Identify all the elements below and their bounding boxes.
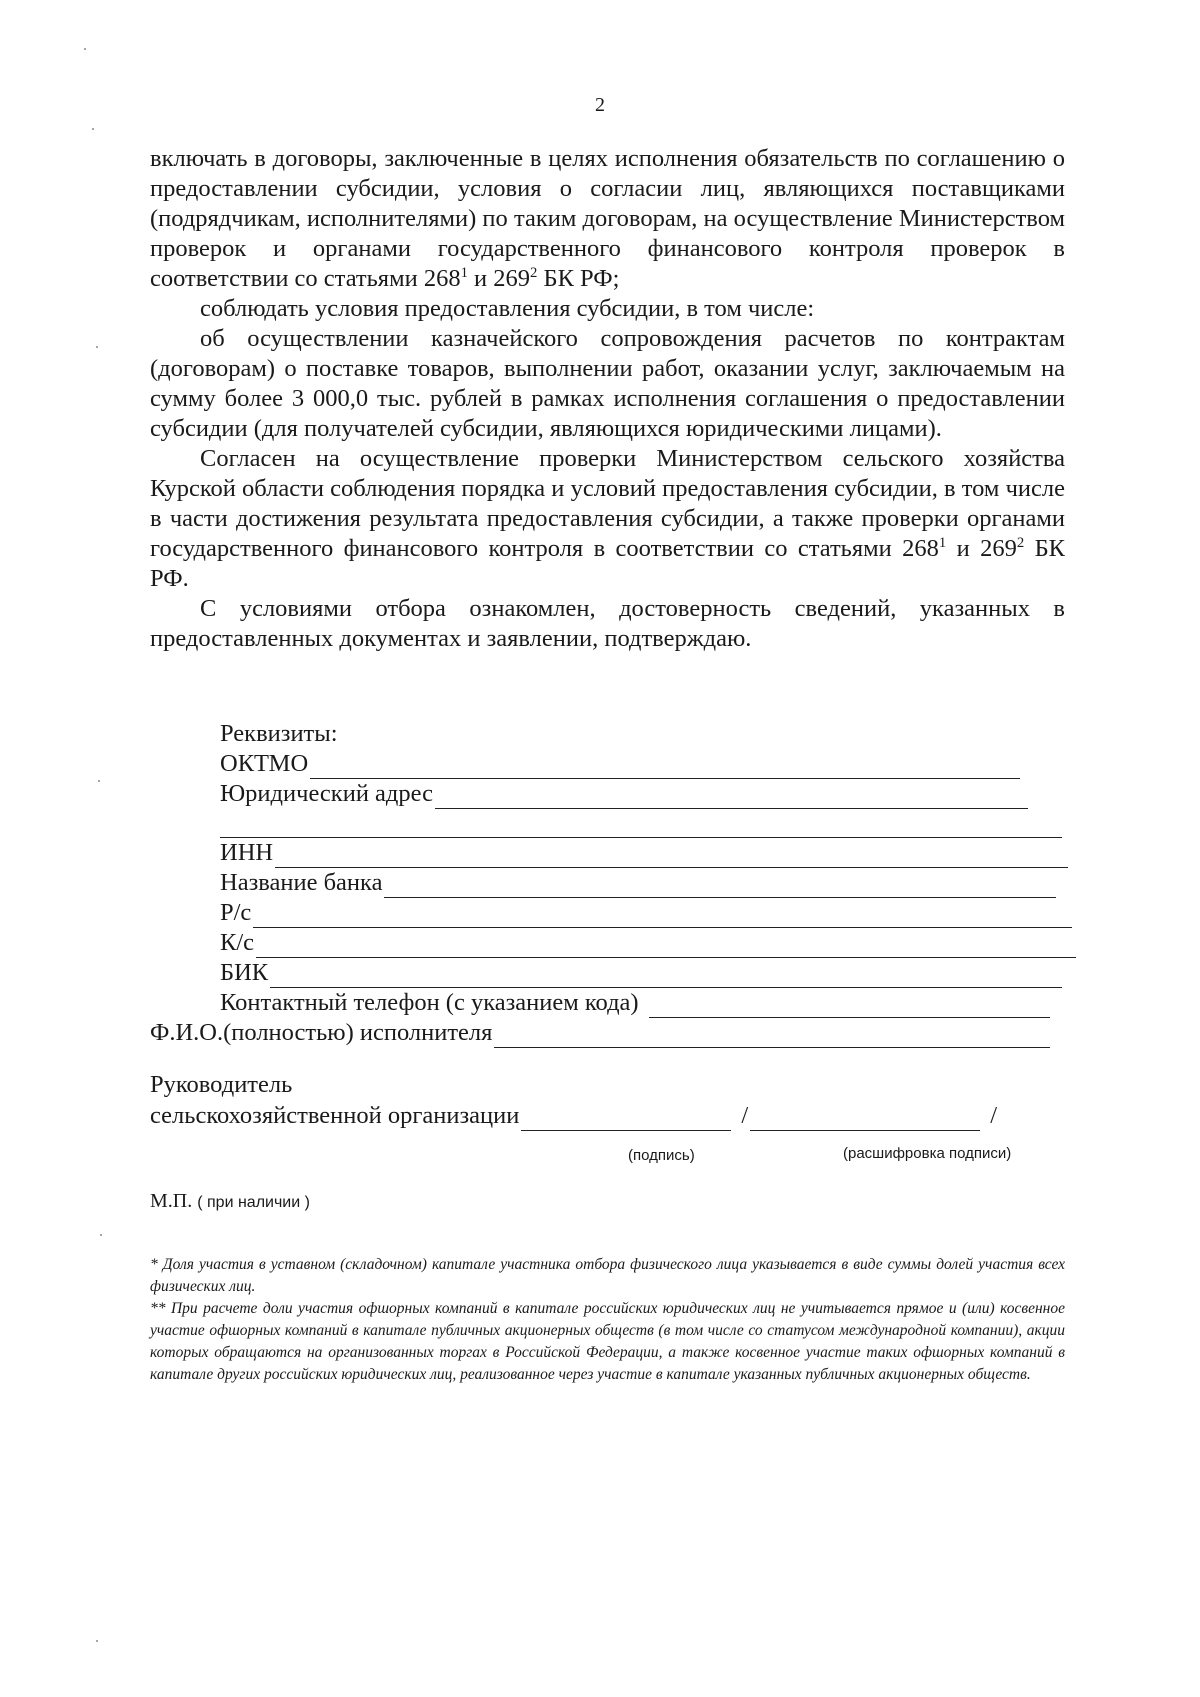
footnotes <box>150 1254 1065 1386</box>
executor-line[interactable] <box>494 1025 1050 1048</box>
signature-decoding-line[interactable] <box>750 1108 980 1131</box>
legal-address-line[interactable] <box>435 786 1028 809</box>
signature-field[interactable]: сельскохозяйственной организации / / <box>150 1102 997 1129</box>
bank-name-field[interactable]: Название банка <box>220 868 1056 898</box>
inn-line[interactable] <box>275 845 1068 868</box>
rs-line[interactable] <box>253 905 1072 928</box>
oktmo-line[interactable] <box>310 756 1020 779</box>
phone-line[interactable] <box>649 995 1050 1018</box>
legal-address-extra-line[interactable] <box>220 815 1062 838</box>
bik-line[interactable] <box>270 965 1062 988</box>
ks-line[interactable] <box>256 935 1076 958</box>
scan-speck <box>100 1234 102 1236</box>
scan-speck <box>96 1640 98 1642</box>
paragraph-comply-conditions: соблюдать условия предоставления субсидии, в том числе: <box>200 295 815 322</box>
scan-speck <box>96 346 98 348</box>
stamp-place: М.П. ( при наличии ) <box>150 1190 310 1212</box>
phone-field[interactable]: Контактный телефон (с указанием кода) <box>220 988 1050 1018</box>
signature-hint: (подпись) <box>628 1147 695 1164</box>
footnote-offshore: ** При расчете доли участия офшорных компаний в капитале российских юридических лиц не учитывается прямое и (или) косвенное участие офшорных компаний в капитале публичных акционерных обществ (в том числе со статусом международной компании), акции которых обращаются на организованных торгах в Российской Федерации, а также косвенное участие таких офшорных компаний в капитале других российских юридических лиц, реализованное через участие в капитале указанных публичных акционерных обществ. <box>150 1300 1065 1383</box>
paragraph-consent: Согласен на осуществление проверки Министерством сельского хозяйства Курской области соблюдения порядка и условий предоставления субсидии, в том числе в части достижения результата предоставления субсидии, а также проверки органами государственного финансового контроля в соответствии со статьями $268^1$ и $269^2$ БК РФ. <box>150 445 1065 592</box>
decoding-hint: (расшифровка подписи) <box>843 1145 1012 1162</box>
legal-address-field[interactable]: Юридический адрес <box>220 779 1028 809</box>
paragraph-acknowledgement: С условиями отбора ознакомлен, достоверность сведений, указанных в предоставленных документах и заявлении, подтверждаю. <box>150 595 1065 652</box>
scan-speck <box>92 128 94 130</box>
oktmo-field[interactable]: ОКТМО <box>220 749 1020 779</box>
paragraph-contract-conditions: включать в договоры, заключенные в целях исполнения обязательств по соглашению о предоставлении субсидии, условия о согласии лиц, являющихся поставщиками (подрядчикам, исполнителями) по таким договорам, на осуществление Министерством проверок и органами государственного финансового контроля проверок в соответствии со статьями $268^1$ и $269^2$ БК РФ; <box>150 145 1065 292</box>
rs-field[interactable]: Р/с <box>220 898 1072 928</box>
paragraph-treasury-support: об осуществлении казначейского сопровождения расчетов по контрактам (договорам) о поставке товаров, выполнении работ, оказании услуг, заключаемым на сумму более 3 000,0 тыс. рублей в рамках исполнения соглашения о предоставлении субсидии (для получателей субсидии, являющихся юридическими лицами). <box>150 325 1065 442</box>
inn-field[interactable]: ИНН <box>220 838 1068 868</box>
bank-name-line[interactable] <box>384 875 1056 898</box>
legal-address-extra-field[interactable] <box>220 808 1062 838</box>
signature-line[interactable] <box>521 1108 731 1131</box>
footnote-share: * Доля участия в уставном (складочном) капитале участника отбора физического лица указывается в виде суммы долей участия всех физических лиц. <box>150 1256 1065 1295</box>
scan-speck <box>84 48 86 50</box>
bik-field[interactable]: БИК <box>220 958 1062 988</box>
scan-speck <box>98 780 100 782</box>
requisites-heading: Реквизиты: <box>220 720 338 747</box>
ks-field[interactable]: К/с <box>220 928 1076 958</box>
body-text <box>150 144 1065 654</box>
executor-field[interactable]: Ф.И.О.(полностью) исполнителя <box>150 1018 1050 1048</box>
head-label: Руководитель <box>150 1071 293 1098</box>
page-number: 2 <box>595 94 605 116</box>
